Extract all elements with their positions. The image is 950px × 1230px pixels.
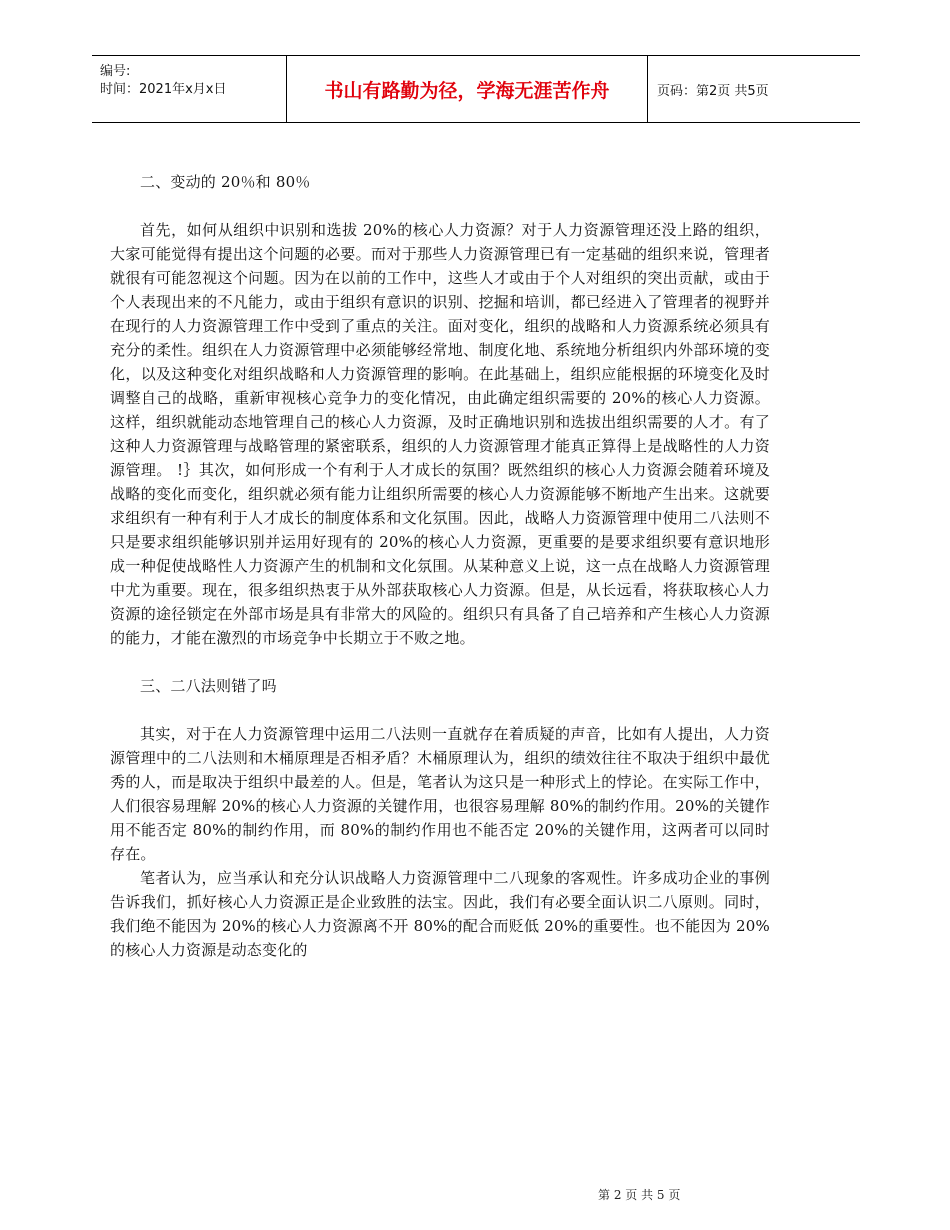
section-3-paragraph-2: 笔者认为，应当承认和充分认识战略人力资源管理中二八现象的客观性。许多成功企业的事例告诉我们，抓好核心人力资源正是企业致胜的法宝。因此，我们有必要全面认识二八原则。同时，我们绝不能因为 20%的核心人力资源离不开 80%的配合而贬低 20%的重要性。也不能因为 20%的核心人力资源是动态变化的 xyxy=(110,869,770,959)
header-motto: 书山有路勤为径，学海无涯苦作舟 xyxy=(324,79,610,102)
document-number-label: 编号: xyxy=(100,64,131,79)
header-motto-cell xyxy=(286,56,648,122)
section-title-3: 三、二八法则错了吗 xyxy=(140,677,277,695)
header-meta xyxy=(92,56,286,122)
page-footer: 第 2 页 共 5 页 xyxy=(598,1188,681,1202)
document-date: 时间：2021年x月x日 xyxy=(100,82,227,97)
header-page-info: 页码：第2页 共5页 xyxy=(657,83,769,99)
section-title-2: 二、变动的 20％和 80％ xyxy=(140,173,311,191)
document-body xyxy=(110,170,770,962)
section-2-paragraph: 首先，如何从组织中识别和选拔 20%的核心人力资源？对于人力资源管理还没上路的组织，大家可能觉得有提出这个问题的必要。而对于那些人力资源管理已有一定基础的组织来说，管理者就很有可能忽视这个问题。因为在以前的工作中，这些人才或由于个人对组织的突出贡献，或由于个人表现出来的不凡能力，或由于组织有意识的识别、挖掘和培训，都已经进入了管理者的视野并在现行的人力资源管理工作中受到了重点的关注。面对变化，组织的战略和人力资源系统必须具有充分的柔性。组织在人力资源管理中必须能够经常地、制度化地、系统地分析组织内外部环境的变化，以及这种变化对组织战略和人力资源管理的影响。在此基础上，组织应能根据的环境变化及时调整自己的战略，重新审视核心竞争力的变化情况，由此确定组织需要的 20%的核心人力资源。这样，组织就能动态地管理自己的核心人力资源，及时正确地识别和选拔出组织需要的人才。有了这种人力资源管理与战略管理的紧密联系，组织的人力资源管理才能真正算得上是战略性的人力资源管理。 !｝其次，如何形成一个有利于人才成长的氛围？既然组织的核心人力资源会随着环境及战略的变化而变化，组织就必须有能力让组织所需要的核心人力资源能够不断地产生出来。这就要求组织有一种有利于人才成长的制度体系和文化氛围。因此，战略人力资源管理中使用二八法则不只是要求组织能够识别并运用好现有的 20%的核心人力资源，更重要的是要求组织要有意识地形成一种促使战略性人力资源产生的机制和文化氛围。从某种意义上说，这一点在战略人力资源管理中尤为重要。现在，很多组织热衷于从外部获取核心人力资源。但是，从长远看，将获取核心人力资源的途径锁定在外部市场是具有非常大的风险的。组织只有具备了自己培养和产生核心人力资源的能力，才能在激烈的市场竞争中长期立于不败之地。 xyxy=(110,221,770,647)
page-header xyxy=(92,55,860,123)
section-3-paragraph-1: 其实，对于在人力资源管理中运用二八法则一直就存在着质疑的声音，比如有人提出，人力资源管理中的二八法则和木桶原理是否相矛盾？木桶原理认为，组织的绩效往往不取决于组织中最优秀的人，而是取决于组织中最差的人。但是，笔者认为这只是一种形式上的悖论。在实际工作中，人们很容易理解 20%的核心人力资源的关键作用，也很容易理解 80%的制约作用。20%的关键作用不能否定 80%的制约作用，而 80%的制约作用也不能否定 20%的关键作用，这两者可以同时存在。 xyxy=(110,725,770,863)
